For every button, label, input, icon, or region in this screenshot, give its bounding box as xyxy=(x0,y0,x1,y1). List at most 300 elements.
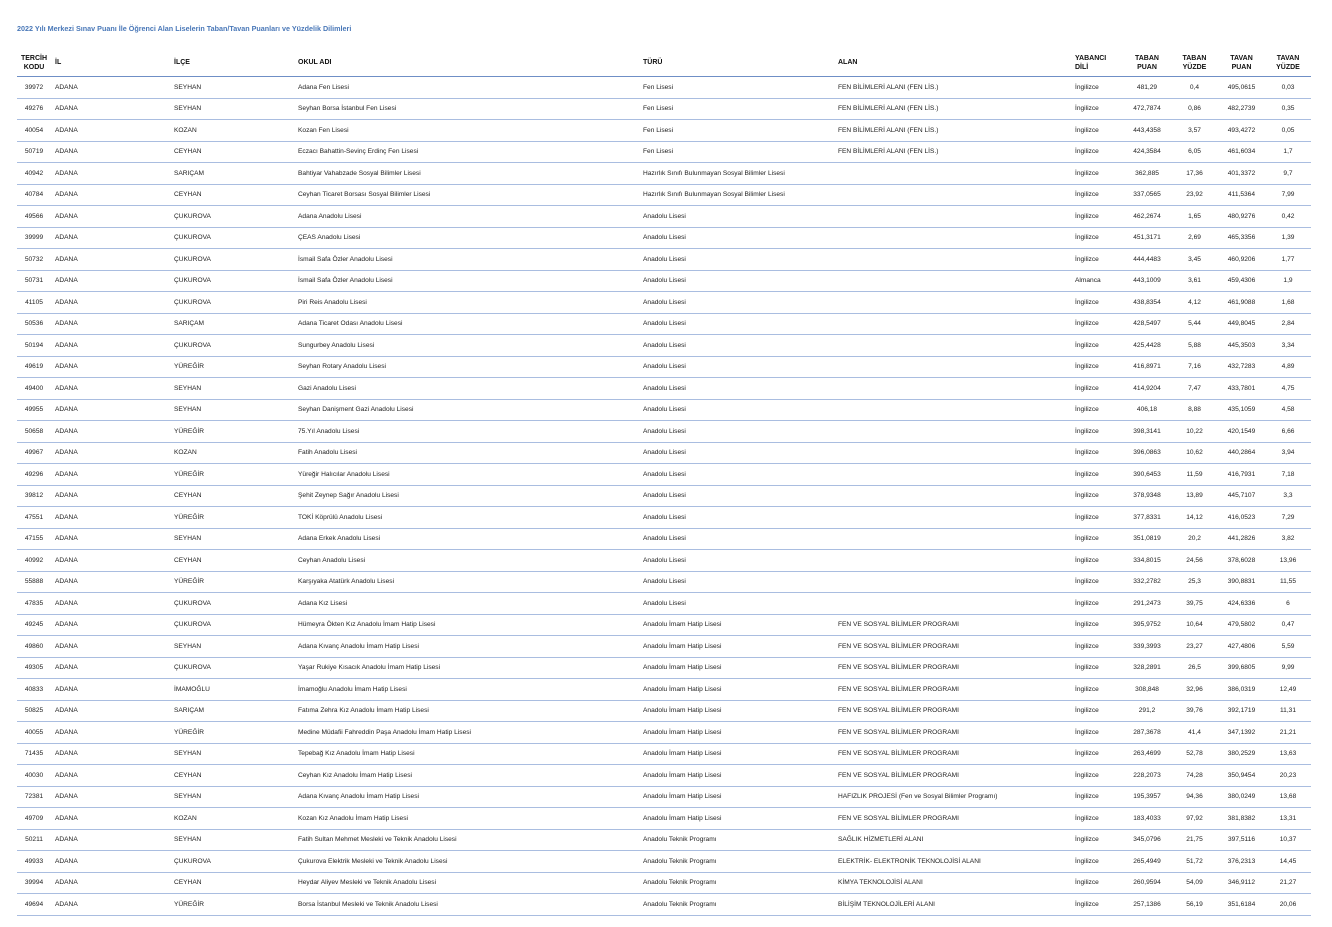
alan-cell: FEN BİLİMLERİ ALANI (FEN LİS.) xyxy=(838,98,1075,120)
taban-puan-cell: 424,3584 xyxy=(1123,141,1171,163)
alan-cell: FEN BİLİMLERİ ALANI (FEN LİS.) xyxy=(838,120,1075,142)
tavan-yuzde-cell: 11,55 xyxy=(1265,571,1311,593)
okul-adi-cell: Hümeyra Ökten Kız Anadolu İmam Hatip Lisesi xyxy=(298,614,643,636)
tavan-yuzde-cell: 21,21 xyxy=(1265,722,1311,744)
yabanci-dili-cell: İngilizce xyxy=(1075,184,1123,206)
ilce-cell: SEYHAN xyxy=(174,743,298,765)
tavan-puan-cell: 411,5364 xyxy=(1218,184,1265,206)
alan-cell xyxy=(838,227,1075,249)
tavan-puan-cell: 346,9112 xyxy=(1218,872,1265,894)
tavan-puan-cell: 397,5116 xyxy=(1218,829,1265,851)
tavan-puan-cell: 427,4806 xyxy=(1218,636,1265,658)
taban-puan-cell: 406,18 xyxy=(1123,399,1171,421)
turu-cell: Anadolu Lisesi xyxy=(643,442,838,464)
taban-puan-cell: 428,5497 xyxy=(1123,313,1171,335)
table-row xyxy=(17,313,1311,335)
taban-yuzde-cell: 54,09 xyxy=(1171,872,1218,894)
il-cell: ADANA xyxy=(51,872,174,894)
taban-yuzde-cell: 94,36 xyxy=(1171,786,1218,808)
alan-cell: HAFIZLIK PROJESİ (Fen ve Sosyal Bilimler Programı) xyxy=(838,786,1075,808)
yabanci-dili-cell: İngilizce xyxy=(1075,571,1123,593)
taban-puan-cell: 396,0863 xyxy=(1123,442,1171,464)
ilce-cell: KOZAN xyxy=(174,808,298,830)
tercih-kodu-cell: 50211 xyxy=(17,829,51,851)
alan-cell xyxy=(838,292,1075,314)
taban-yuzde-cell: 11,59 xyxy=(1171,464,1218,486)
ilce-cell: İMAMOĞLU xyxy=(174,679,298,701)
yabanci-dili-cell: İngilizce xyxy=(1075,657,1123,679)
tavan-yuzde-cell: 7,29 xyxy=(1265,507,1311,529)
tavan-puan-cell: 376,2313 xyxy=(1218,851,1265,873)
il-cell: ADANA xyxy=(51,528,174,550)
ilce-cell: ÇUKUROVA xyxy=(174,206,298,228)
turu-cell: Anadolu Lisesi xyxy=(643,507,838,529)
taban-puan-cell: 228,2073 xyxy=(1123,765,1171,787)
table-row xyxy=(17,141,1311,163)
tavan-puan-cell: 380,0249 xyxy=(1218,786,1265,808)
ilce-cell: YÜREĞİR xyxy=(174,507,298,529)
tavan-puan-cell: 495,0615 xyxy=(1218,77,1265,99)
il-cell: ADANA xyxy=(51,657,174,679)
tercih-kodu-cell: 49967 xyxy=(17,442,51,464)
yabanci-dili-cell: İngilizce xyxy=(1075,722,1123,744)
tercih-kodu-cell: 50825 xyxy=(17,700,51,722)
alan-cell xyxy=(838,378,1075,400)
taban-puan-cell: 337,0565 xyxy=(1123,184,1171,206)
ilce-cell: SEYHAN xyxy=(174,77,298,99)
taban-puan-cell: 377,8331 xyxy=(1123,507,1171,529)
alan-cell xyxy=(838,550,1075,572)
turu-cell: Anadolu Lisesi xyxy=(643,378,838,400)
yabanci-dili-cell: İngilizce xyxy=(1075,743,1123,765)
yabanci-dili-cell: İngilizce xyxy=(1075,593,1123,615)
yabanci-dili-cell: İngilizce xyxy=(1075,679,1123,701)
tercih-kodu-cell: 50732 xyxy=(17,249,51,271)
tavan-puan-cell: 449,8045 xyxy=(1218,313,1265,335)
turu-cell: Anadolu Lisesi xyxy=(643,292,838,314)
okul-adi-cell: Kozan Fen Lisesi xyxy=(298,120,643,142)
okul-adi-cell: Fatih Anadolu Lisesi xyxy=(298,442,643,464)
alan-cell xyxy=(838,485,1075,507)
header-tavan-yuzde: TAVAN YÜZDE xyxy=(1265,49,1311,77)
tercih-kodu-cell: 49245 xyxy=(17,614,51,636)
ilce-cell: YÜREĞİR xyxy=(174,894,298,916)
alan-cell: KİMYA TEKNOLOJİSİ ALANI xyxy=(838,872,1075,894)
tercih-kodu-cell: 49305 xyxy=(17,657,51,679)
il-cell: ADANA xyxy=(51,292,174,314)
okul-adi-cell: Seyhan Rotary Anadolu Lisesi xyxy=(298,356,643,378)
il-cell: ADANA xyxy=(51,636,174,658)
ilce-cell: CEYHAN xyxy=(174,184,298,206)
tavan-puan-cell: 461,9088 xyxy=(1218,292,1265,314)
taban-yuzde-cell: 23,27 xyxy=(1171,636,1218,658)
taban-yuzde-cell: 26,5 xyxy=(1171,657,1218,679)
table-body xyxy=(17,77,1311,916)
taban-yuzde-cell: 10,64 xyxy=(1171,614,1218,636)
taban-puan-cell: 332,2782 xyxy=(1123,571,1171,593)
taban-yuzde-cell: 7,16 xyxy=(1171,356,1218,378)
turu-cell: Anadolu Lisesi xyxy=(643,335,838,357)
il-cell: ADANA xyxy=(51,98,174,120)
table-row xyxy=(17,184,1311,206)
tavan-yuzde-cell: 1,68 xyxy=(1265,292,1311,314)
turu-cell: Anadolu Lisesi xyxy=(643,421,838,443)
taban-yuzde-cell: 8,88 xyxy=(1171,399,1218,421)
tercih-kodu-cell: 47835 xyxy=(17,593,51,615)
taban-yuzde-cell: 7,47 xyxy=(1171,378,1218,400)
tavan-yuzde-cell: 21,27 xyxy=(1265,872,1311,894)
table-row xyxy=(17,507,1311,529)
tavan-yuzde-cell: 1,7 xyxy=(1265,141,1311,163)
yabanci-dili-cell: İngilizce xyxy=(1075,872,1123,894)
il-cell: ADANA xyxy=(51,378,174,400)
tavan-yuzde-cell: 2,84 xyxy=(1265,313,1311,335)
tercih-kodu-cell: 49860 xyxy=(17,636,51,658)
il-cell: ADANA xyxy=(51,442,174,464)
okul-adi-cell: Medine Müdafii Fahreddin Paşa Anadolu İmam Hatip Lisesi xyxy=(298,722,643,744)
header-tercih-kodu: TERCİH KODU xyxy=(17,49,51,77)
tavan-puan-cell: 420,1549 xyxy=(1218,421,1265,443)
okul-adi-cell: ÇEAS Anadolu Lisesi xyxy=(298,227,643,249)
ilce-cell: KOZAN xyxy=(174,120,298,142)
tavan-puan-cell: 347,1392 xyxy=(1218,722,1265,744)
taban-puan-cell: 462,2674 xyxy=(1123,206,1171,228)
header-alan: ALAN xyxy=(838,49,1075,77)
taban-puan-cell: 378,9348 xyxy=(1123,485,1171,507)
tavan-yuzde-cell: 20,06 xyxy=(1265,894,1311,916)
ilce-cell: ÇUKUROVA xyxy=(174,593,298,615)
alan-cell: BİLİŞİM TEKNOLOJİLERİ ALANI xyxy=(838,894,1075,916)
yabanci-dili-cell: İngilizce xyxy=(1075,894,1123,916)
turu-cell: Anadolu Teknik Programı xyxy=(643,829,838,851)
taban-puan-cell: 183,4033 xyxy=(1123,808,1171,830)
turu-cell: Anadolu Lisesi xyxy=(643,485,838,507)
turu-cell: Anadolu Lisesi xyxy=(643,206,838,228)
yabanci-dili-cell: İngilizce xyxy=(1075,141,1123,163)
tavan-puan-cell: 460,9206 xyxy=(1218,249,1265,271)
tavan-puan-cell: 479,5802 xyxy=(1218,614,1265,636)
alan-cell xyxy=(838,313,1075,335)
ilce-cell: YÜREĞİR xyxy=(174,571,298,593)
turu-cell: Anadolu Lisesi xyxy=(643,528,838,550)
taban-yuzde-cell: 25,3 xyxy=(1171,571,1218,593)
tavan-yuzde-cell: 7,18 xyxy=(1265,464,1311,486)
il-cell: ADANA xyxy=(51,679,174,701)
okul-adi-cell: Ceyhan Ticaret Borsası Sosyal Bilimler Lisesi xyxy=(298,184,643,206)
yabanci-dili-cell: İngilizce xyxy=(1075,206,1123,228)
alan-cell xyxy=(838,206,1075,228)
taban-yuzde-cell: 97,92 xyxy=(1171,808,1218,830)
il-cell: ADANA xyxy=(51,700,174,722)
alan-cell xyxy=(838,528,1075,550)
table-row xyxy=(17,808,1311,830)
tavan-puan-cell: 416,0523 xyxy=(1218,507,1265,529)
table-row xyxy=(17,227,1311,249)
okul-adi-cell: Seyhan Borsa İstanbul Fen Lisesi xyxy=(298,98,643,120)
yabanci-dili-cell: İngilizce xyxy=(1075,614,1123,636)
header-row xyxy=(17,49,1311,77)
okul-adi-cell: Çukurova Elektrik Mesleki ve Teknik Anadolu Lisesi xyxy=(298,851,643,873)
tavan-yuzde-cell: 0,05 xyxy=(1265,120,1311,142)
table-row xyxy=(17,614,1311,636)
turu-cell: Anadolu Lisesi xyxy=(643,356,838,378)
taban-yuzde-cell: 4,12 xyxy=(1171,292,1218,314)
table-row xyxy=(17,270,1311,292)
okul-adi-cell: Piri Reis Anadolu Lisesi xyxy=(298,292,643,314)
yabanci-dili-cell: İngilizce xyxy=(1075,163,1123,185)
taban-puan-cell: 287,3678 xyxy=(1123,722,1171,744)
ilce-cell: CEYHAN xyxy=(174,765,298,787)
taban-puan-cell: 416,8971 xyxy=(1123,356,1171,378)
header-il: İL xyxy=(51,49,174,77)
taban-yuzde-cell: 3,45 xyxy=(1171,249,1218,271)
alan-cell xyxy=(838,399,1075,421)
taban-puan-cell: 443,4358 xyxy=(1123,120,1171,142)
turu-cell: Anadolu İmam Hatip Lisesi xyxy=(643,808,838,830)
ilce-cell: SEYHAN xyxy=(174,829,298,851)
tercih-kodu-cell: 72381 xyxy=(17,786,51,808)
document-title: 2022 Yılı Merkezi Sınav Puanı İle Öğrenci Alan Liselerin Taban/Tavan Puanları ve Yüzdelik Dilimleri xyxy=(17,24,352,33)
tavan-puan-cell: 493,4272 xyxy=(1218,120,1265,142)
ilce-cell: YÜREĞİR xyxy=(174,356,298,378)
tavan-yuzde-cell: 3,94 xyxy=(1265,442,1311,464)
table-row xyxy=(17,786,1311,808)
turu-cell: Hazırlık Sınıfı Bulunmayan Sosyal Bilimler Lisesi xyxy=(643,184,838,206)
ilce-cell: SEYHAN xyxy=(174,399,298,421)
tavan-yuzde-cell: 0,03 xyxy=(1265,77,1311,99)
tercih-kodu-cell: 50731 xyxy=(17,270,51,292)
turu-cell: Anadolu Lisesi xyxy=(643,464,838,486)
taban-puan-cell: 328,2891 xyxy=(1123,657,1171,679)
tavan-puan-cell: 459,4306 xyxy=(1218,270,1265,292)
table-row xyxy=(17,356,1311,378)
tavan-yuzde-cell: 13,63 xyxy=(1265,743,1311,765)
tavan-yuzde-cell: 3,34 xyxy=(1265,335,1311,357)
scores-table xyxy=(17,49,1311,916)
tavan-yuzde-cell: 13,31 xyxy=(1265,808,1311,830)
tavan-yuzde-cell: 5,59 xyxy=(1265,636,1311,658)
turu-cell: Fen Lisesi xyxy=(643,98,838,120)
il-cell: ADANA xyxy=(51,335,174,357)
yabanci-dili-cell: İngilizce xyxy=(1075,829,1123,851)
turu-cell: Anadolu İmam Hatip Lisesi xyxy=(643,657,838,679)
tercih-kodu-cell: 55888 xyxy=(17,571,51,593)
yabanci-dili-cell: İngilizce xyxy=(1075,313,1123,335)
tercih-kodu-cell: 40055 xyxy=(17,722,51,744)
tercih-kodu-cell: 49709 xyxy=(17,808,51,830)
table-row xyxy=(17,679,1311,701)
okul-adi-cell: İmamoğlu Anadolu İmam Hatip Lisesi xyxy=(298,679,643,701)
ilce-cell: ÇUKUROVA xyxy=(174,851,298,873)
okul-adi-cell: Seyhan Danişment Gazi Anadolu Lisesi xyxy=(298,399,643,421)
okul-adi-cell: İsmail Safa Özler Anadolu Lisesi xyxy=(298,249,643,271)
taban-puan-cell: 257,1386 xyxy=(1123,894,1171,916)
ilce-cell: ÇUKUROVA xyxy=(174,657,298,679)
tercih-kodu-cell: 40030 xyxy=(17,765,51,787)
tercih-kodu-cell: 41105 xyxy=(17,292,51,314)
turu-cell: Anadolu İmam Hatip Lisesi xyxy=(643,679,838,701)
ilce-cell: ÇUKUROVA xyxy=(174,227,298,249)
header-taban-puan: TABAN PUAN xyxy=(1123,49,1171,77)
tavan-puan-cell: 401,3372 xyxy=(1218,163,1265,185)
table-row xyxy=(17,636,1311,658)
il-cell: ADANA xyxy=(51,808,174,830)
okul-adi-cell: Fatih Sultan Mehmet Mesleki ve Teknik Anadolu Lisesi xyxy=(298,829,643,851)
il-cell: ADANA xyxy=(51,765,174,787)
yabanci-dili-cell: İngilizce xyxy=(1075,399,1123,421)
yabanci-dili-cell: İngilizce xyxy=(1075,292,1123,314)
il-cell: ADANA xyxy=(51,313,174,335)
yabanci-dili-cell: İngilizce xyxy=(1075,550,1123,572)
taban-puan-cell: 438,8354 xyxy=(1123,292,1171,314)
tavan-yuzde-cell: 3,3 xyxy=(1265,485,1311,507)
taban-yuzde-cell: 10,22 xyxy=(1171,421,1218,443)
il-cell: ADANA xyxy=(51,464,174,486)
taban-yuzde-cell: 74,28 xyxy=(1171,765,1218,787)
il-cell: ADANA xyxy=(51,399,174,421)
ilce-cell: YÜREĞİR xyxy=(174,464,298,486)
ilce-cell: ÇUKUROVA xyxy=(174,614,298,636)
alan-cell: ELEKTRİK- ELEKTRONİK TEKNOLOJİSİ ALANI xyxy=(838,851,1075,873)
ilce-cell: KOZAN xyxy=(174,442,298,464)
header-yabanci-dili: YABANCI DİLİ xyxy=(1075,49,1123,77)
taban-puan-cell: 443,1009 xyxy=(1123,270,1171,292)
okul-adi-cell: Yaşar Rukiye Kısacık Anadolu İmam Hatip Lisesi xyxy=(298,657,643,679)
taban-puan-cell: 291,2473 xyxy=(1123,593,1171,615)
table-row xyxy=(17,872,1311,894)
yabanci-dili-cell: İngilizce xyxy=(1075,528,1123,550)
yabanci-dili-cell: İngilizce xyxy=(1075,485,1123,507)
tavan-puan-cell: 433,7801 xyxy=(1218,378,1265,400)
table-row xyxy=(17,593,1311,615)
okul-adi-cell: 75.Yıl Anadolu Lisesi xyxy=(298,421,643,443)
alan-cell xyxy=(838,442,1075,464)
okul-adi-cell: Tepebağ Kız Anadolu İmam Hatip Lisesi xyxy=(298,743,643,765)
yabanci-dili-cell: İngilizce xyxy=(1075,249,1123,271)
table-row xyxy=(17,206,1311,228)
okul-adi-cell: Kozan Kız Anadolu İmam Hatip Lisesi xyxy=(298,808,643,830)
yabanci-dili-cell: İngilizce xyxy=(1075,421,1123,443)
taban-yuzde-cell: 39,76 xyxy=(1171,700,1218,722)
yabanci-dili-cell: Almanca xyxy=(1075,270,1123,292)
alan-cell: FEN VE SOSYAL BİLİMLER PROGRAMI xyxy=(838,657,1075,679)
tavan-puan-cell: 392,1719 xyxy=(1218,700,1265,722)
tavan-yuzde-cell: 13,68 xyxy=(1265,786,1311,808)
okul-adi-cell: Ceyhan Kız Anadolu İmam Hatip Lisesi xyxy=(298,765,643,787)
taban-puan-cell: 472,7874 xyxy=(1123,98,1171,120)
tercih-kodu-cell: 49694 xyxy=(17,894,51,916)
yabanci-dili-cell: İngilizce xyxy=(1075,442,1123,464)
okul-adi-cell: Bahtiyar Vahabzade Sosyal Bilimler Lisesi xyxy=(298,163,643,185)
tavan-yuzde-cell: 9,7 xyxy=(1265,163,1311,185)
tercih-kodu-cell: 49933 xyxy=(17,851,51,873)
tercih-kodu-cell: 39994 xyxy=(17,872,51,894)
taban-yuzde-cell: 14,12 xyxy=(1171,507,1218,529)
taban-yuzde-cell: 24,56 xyxy=(1171,550,1218,572)
taban-yuzde-cell: 3,57 xyxy=(1171,120,1218,142)
tercih-kodu-cell: 47155 xyxy=(17,528,51,550)
alan-cell xyxy=(838,421,1075,443)
taban-puan-cell: 395,9752 xyxy=(1123,614,1171,636)
taban-puan-cell: 390,6453 xyxy=(1123,464,1171,486)
tavan-puan-cell: 445,7107 xyxy=(1218,485,1265,507)
il-cell: ADANA xyxy=(51,743,174,765)
table-row xyxy=(17,722,1311,744)
ilce-cell: SARIÇAM xyxy=(174,700,298,722)
taban-puan-cell: 425,4428 xyxy=(1123,335,1171,357)
il-cell: ADANA xyxy=(51,722,174,744)
taban-yuzde-cell: 21,75 xyxy=(1171,829,1218,851)
il-cell: ADANA xyxy=(51,163,174,185)
okul-adi-cell: Yüreğir Halıcılar Anadolu Lisesi xyxy=(298,464,643,486)
table-row xyxy=(17,378,1311,400)
tavan-yuzde-cell: 20,23 xyxy=(1265,765,1311,787)
header-tavan-puan: TAVAN PUAN xyxy=(1218,49,1265,77)
ilce-cell: SARIÇAM xyxy=(174,163,298,185)
taban-puan-cell: 481,29 xyxy=(1123,77,1171,99)
table-row xyxy=(17,829,1311,851)
table-row xyxy=(17,571,1311,593)
okul-adi-cell: Ceyhan Anadolu Lisesi xyxy=(298,550,643,572)
tercih-kodu-cell: 40942 xyxy=(17,163,51,185)
taban-yuzde-cell: 20,2 xyxy=(1171,528,1218,550)
taban-puan-cell: 398,3141 xyxy=(1123,421,1171,443)
table-row xyxy=(17,894,1311,916)
turu-cell: Anadolu Lisesi xyxy=(643,399,838,421)
tercih-kodu-cell: 49955 xyxy=(17,399,51,421)
alan-cell xyxy=(838,356,1075,378)
header-taban-yuzde: TABAN YÜZDE xyxy=(1171,49,1218,77)
tavan-yuzde-cell: 1,9 xyxy=(1265,270,1311,292)
tercih-kodu-cell: 39812 xyxy=(17,485,51,507)
taban-puan-cell: 260,9594 xyxy=(1123,872,1171,894)
ilce-cell: SARIÇAM xyxy=(174,313,298,335)
tercih-kodu-cell: 49400 xyxy=(17,378,51,400)
alan-cell: FEN BİLİMLERİ ALANI (FEN LİS.) xyxy=(838,141,1075,163)
taban-puan-cell: 265,4949 xyxy=(1123,851,1171,873)
table-row xyxy=(17,550,1311,572)
tercih-kodu-cell: 50719 xyxy=(17,141,51,163)
il-cell: ADANA xyxy=(51,550,174,572)
tavan-puan-cell: 482,2739 xyxy=(1218,98,1265,120)
turu-cell: Anadolu Lisesi xyxy=(643,593,838,615)
table-row xyxy=(17,442,1311,464)
tavan-puan-cell: 416,7931 xyxy=(1218,464,1265,486)
table-row xyxy=(17,743,1311,765)
table-row xyxy=(17,528,1311,550)
turu-cell: Anadolu Lisesi xyxy=(643,571,838,593)
il-cell: ADANA xyxy=(51,851,174,873)
table-row xyxy=(17,765,1311,787)
il-cell: ADANA xyxy=(51,507,174,529)
tavan-yuzde-cell: 4,75 xyxy=(1265,378,1311,400)
okul-adi-cell: Sungurbey Anadolu Lisesi xyxy=(298,335,643,357)
okul-adi-cell: Karşıyaka Atatürk Anadolu Lisesi xyxy=(298,571,643,593)
tavan-yuzde-cell: 6,66 xyxy=(1265,421,1311,443)
yabanci-dili-cell: İngilizce xyxy=(1075,227,1123,249)
taban-yuzde-cell: 0,86 xyxy=(1171,98,1218,120)
tavan-puan-cell: 461,6034 xyxy=(1218,141,1265,163)
header-okul-adi: OKUL ADI xyxy=(298,49,643,77)
il-cell: ADANA xyxy=(51,270,174,292)
tercih-kodu-cell: 49566 xyxy=(17,206,51,228)
turu-cell: Anadolu İmam Hatip Lisesi xyxy=(643,722,838,744)
alan-cell: SAĞLIK HİZMETLERİ ALANI xyxy=(838,829,1075,851)
taban-yuzde-cell: 17,36 xyxy=(1171,163,1218,185)
alan-cell: FEN VE SOSYAL BİLİMLER PROGRAMI xyxy=(838,808,1075,830)
tavan-yuzde-cell: 4,58 xyxy=(1265,399,1311,421)
alan-cell xyxy=(838,270,1075,292)
